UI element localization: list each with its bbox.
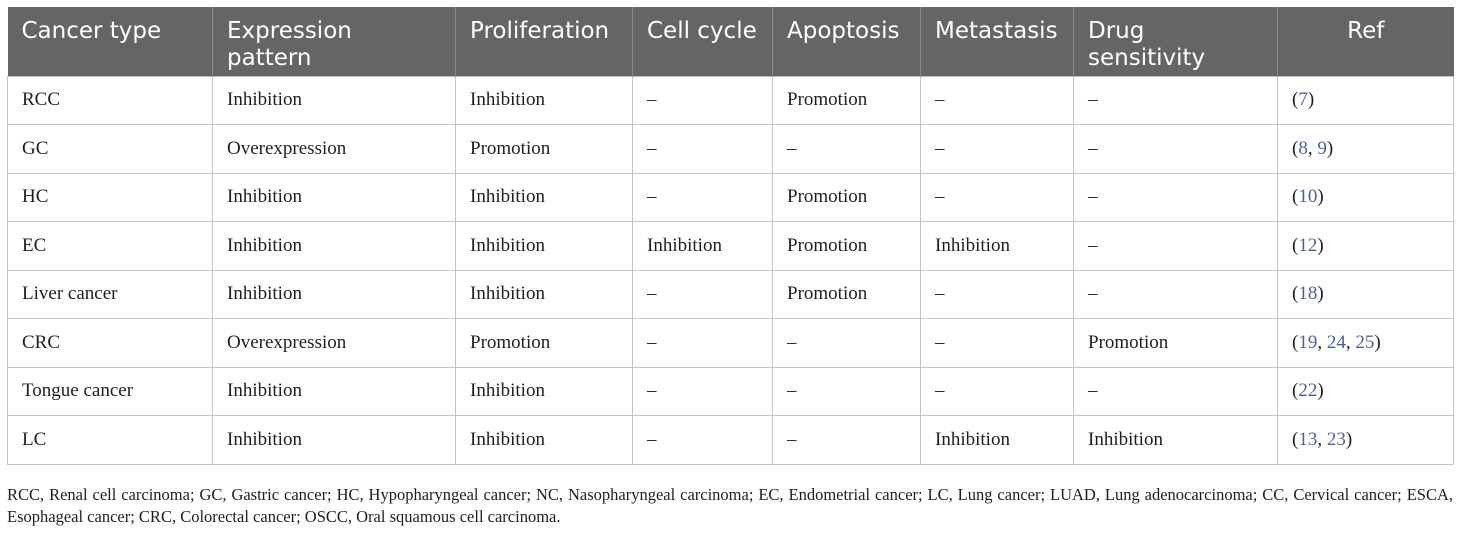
table-cell: Promotion	[773, 76, 921, 125]
table-cell: –	[921, 173, 1074, 222]
table-cell: Promotion	[456, 125, 633, 174]
ref-link[interactable]: 19	[1298, 331, 1318, 353]
table-cell: GC	[8, 125, 213, 174]
table-cell: –	[921, 367, 1074, 416]
table-cell: –	[773, 367, 921, 416]
table-cell: Inhibition	[456, 270, 633, 319]
table-cell: Inhibition	[456, 367, 633, 416]
table-row	[8, 416, 1454, 465]
table-cell: Inhibition	[213, 270, 456, 319]
table-cell: –	[1074, 125, 1278, 174]
table-cell: Promotion	[773, 173, 921, 222]
table-cell: Overexpression	[213, 319, 456, 368]
table-body	[8, 76, 1454, 464]
table-row	[8, 270, 1454, 319]
table-cell: RCC	[8, 76, 213, 125]
table-cell: EC	[8, 222, 213, 271]
table-cell: Inhibition	[213, 367, 456, 416]
table-cell: Promotion	[773, 222, 921, 271]
header-drug-sensitivity: Drug sensitivity	[1074, 7, 1278, 76]
ref-link[interactable]: 23	[1326, 428, 1346, 450]
table-cell: Inhibition	[213, 76, 456, 125]
ref-link[interactable]: 13	[1298, 428, 1318, 450]
table-row	[8, 125, 1454, 174]
table-footnote: RCC, Renal cell carcinoma; GC, Gastric cancer; HC, Hypopharyngeal cancer; NC, Nasopharyngeal carcinoma; EC, Endometrial cancer; LC, Lung cancer; LUAD, Lung adenocarcinoma; CC, Cervical cancer; ESCA, Esophageal cancer; CRC, Colorectal cancer; OSCC, Oral squamous cell carcinoma.	[7, 485, 1453, 526]
table-cell: Promotion	[1074, 319, 1278, 368]
table-cell: Inhibition	[456, 222, 633, 271]
table-cell: –	[633, 367, 773, 416]
header-proliferation: Proliferation	[456, 7, 633, 76]
table-cell: Inhibition	[213, 173, 456, 222]
table-cell: –	[633, 173, 773, 222]
table-cell: –	[1074, 367, 1278, 416]
table-cell: –	[1074, 76, 1278, 125]
table-cell: –	[921, 319, 1074, 368]
ref-link[interactable]: 7	[1298, 89, 1308, 111]
header-cell-cycle: Cell cycle	[633, 7, 773, 76]
ref-cell: (18)	[1278, 270, 1454, 319]
table-cell: –	[633, 76, 773, 125]
ref-cell: (13, 23)	[1278, 416, 1454, 465]
table-cell: Overexpression	[213, 125, 456, 174]
cancer-table	[7, 7, 1454, 465]
table-cell: Tongue cancer	[8, 367, 213, 416]
table-cell: Inhibition	[633, 222, 773, 271]
table-cell: –	[1074, 173, 1278, 222]
ref-cell: (8, 9)	[1278, 125, 1454, 174]
table-cell: –	[921, 125, 1074, 174]
ref-link[interactable]: 25	[1355, 331, 1375, 353]
table-container	[7, 7, 1453, 465]
table-cell: Inhibition	[456, 173, 633, 222]
table-cell: LC	[8, 416, 213, 465]
table-cell: Inhibition	[456, 416, 633, 465]
ref-cell: (22)	[1278, 367, 1454, 416]
table-cell: –	[773, 319, 921, 368]
ref-link[interactable]: 8	[1298, 137, 1308, 159]
table-cell: –	[921, 76, 1074, 125]
table-row	[8, 173, 1454, 222]
table-cell: HC	[8, 173, 213, 222]
table-row	[8, 367, 1454, 416]
table-header-row	[8, 7, 1454, 76]
table-cell: Inhibition	[1074, 416, 1278, 465]
table-cell: –	[1074, 270, 1278, 319]
header-apoptosis: Apoptosis	[773, 7, 921, 76]
table-cell: Inhibition	[213, 416, 456, 465]
table-cell: –	[633, 125, 773, 174]
table-cell: –	[633, 270, 773, 319]
header-expression-pattern: Expression pattern	[213, 7, 456, 76]
table-row	[8, 222, 1454, 271]
table-cell: Inhibition	[456, 76, 633, 125]
table-cell: –	[773, 125, 921, 174]
ref-link[interactable]: 22	[1298, 380, 1318, 402]
table-row	[8, 319, 1454, 368]
table-cell: Inhibition	[213, 222, 456, 271]
table-cell: –	[633, 319, 773, 368]
table-cell: CRC	[8, 319, 213, 368]
table-cell: Liver cancer	[8, 270, 213, 319]
table-cell: –	[921, 270, 1074, 319]
table-cell: Promotion	[773, 270, 921, 319]
ref-link[interactable]: 12	[1298, 234, 1318, 256]
ref-cell: (12)	[1278, 222, 1454, 271]
ref-link[interactable]: 24	[1326, 331, 1346, 353]
table-cell: Promotion	[456, 319, 633, 368]
table-cell: –	[773, 416, 921, 465]
header-cancer-type: Cancer type	[8, 7, 213, 76]
table-cell: Inhibition	[921, 416, 1074, 465]
header-ref: Ref	[1278, 7, 1454, 76]
table-cell: –	[1074, 222, 1278, 271]
ref-cell: (10)	[1278, 173, 1454, 222]
header-metastasis: Metastasis	[921, 7, 1074, 76]
table-cell: –	[633, 416, 773, 465]
table-cell: Inhibition	[921, 222, 1074, 271]
ref-link[interactable]: 9	[1317, 137, 1327, 159]
ref-link[interactable]: 10	[1298, 186, 1318, 208]
table-row	[8, 76, 1454, 125]
ref-cell: (7)	[1278, 76, 1454, 125]
ref-cell: (19, 24, 25)	[1278, 319, 1454, 368]
ref-link[interactable]: 18	[1298, 283, 1318, 305]
